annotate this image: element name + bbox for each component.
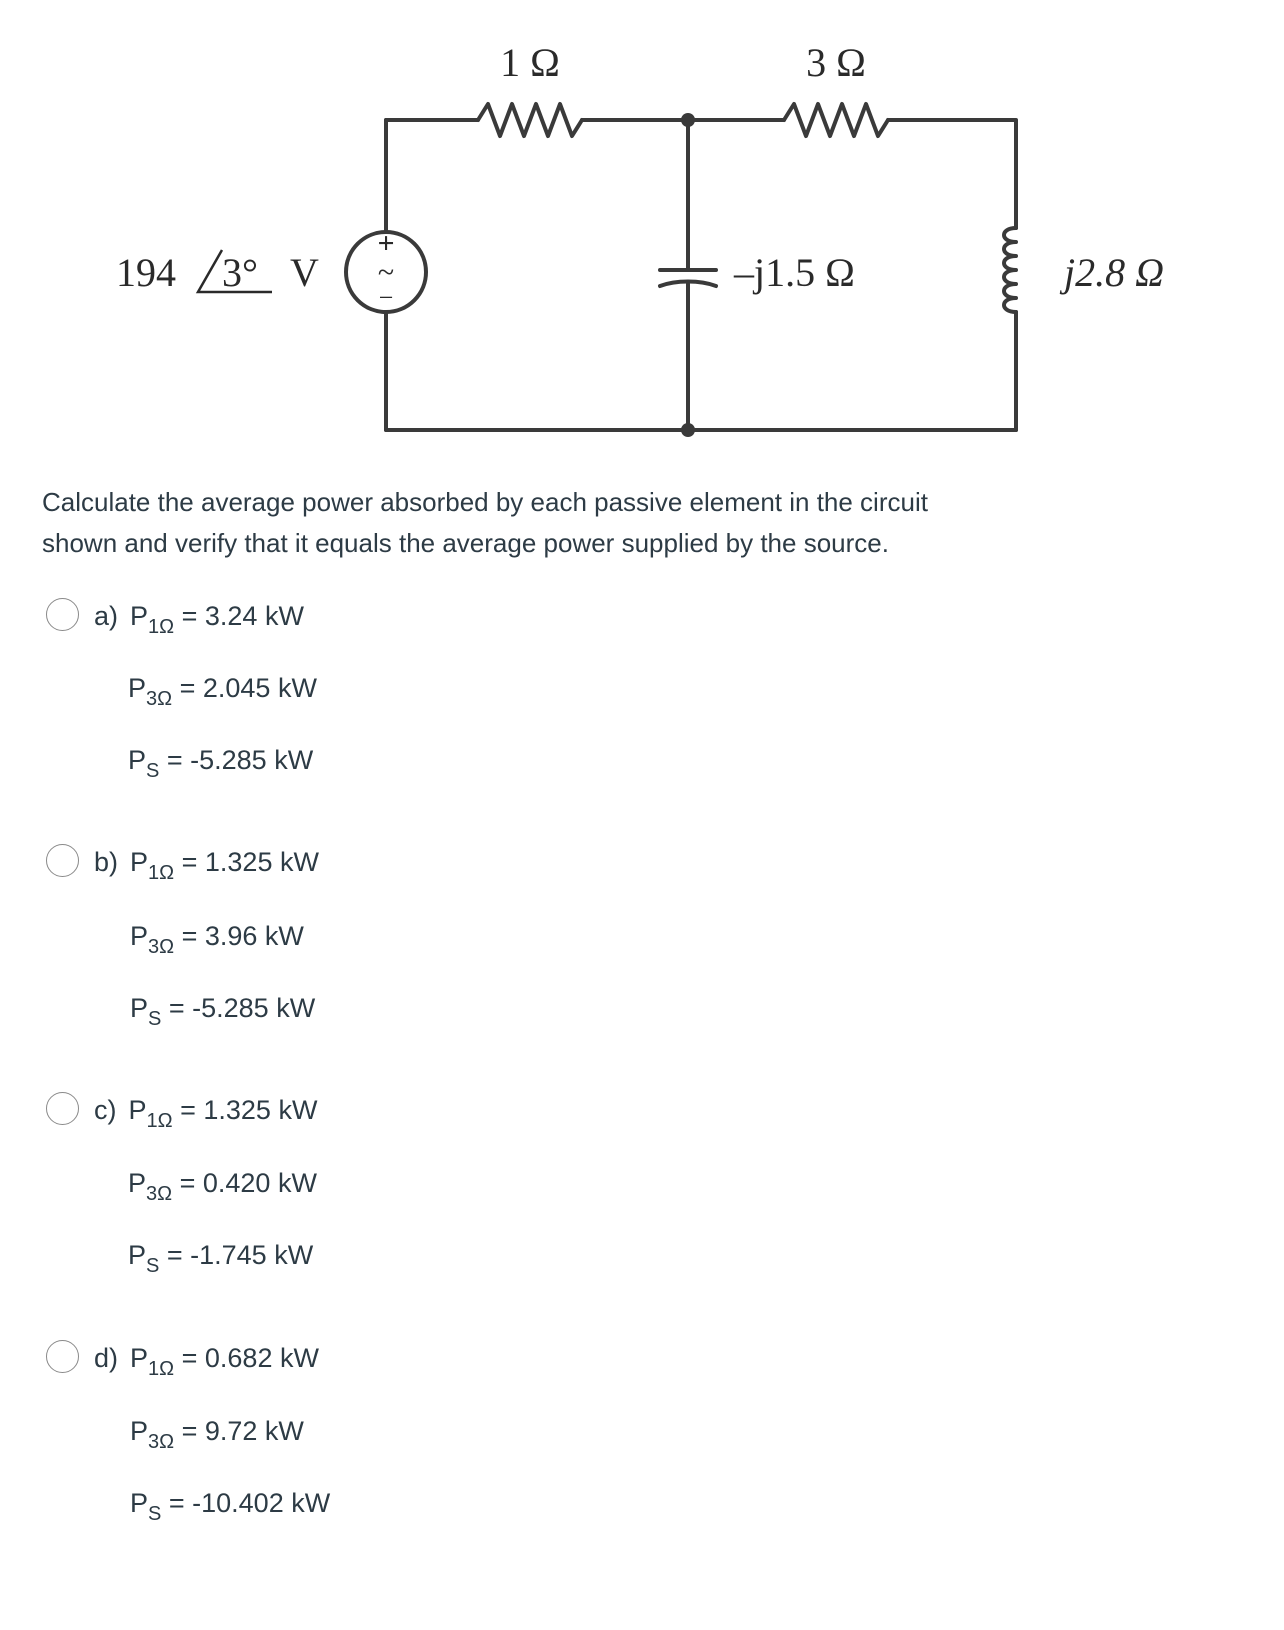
- power-subscript: 1Ω: [148, 1358, 175, 1380]
- capacitor-label: –j1.5 Ω: [734, 250, 855, 295]
- power-subscript: 1Ω: [146, 1110, 173, 1132]
- option-c-row-2: [128, 1167, 317, 1205]
- power-symbol: P: [128, 1240, 147, 1270]
- source-angle-label: 3°: [222, 250, 258, 295]
- power-value: = 0.420 kW: [179, 1168, 317, 1198]
- source-unit-label: V: [290, 250, 319, 295]
- resistor-1ohm-label: 1 Ω: [500, 40, 560, 85]
- option-d-row-1: [94, 1342, 319, 1380]
- option-a-row-3: [128, 744, 314, 782]
- resistor-3ohm-label: 3 Ω: [806, 40, 866, 85]
- power-subscript: 3Ω: [148, 936, 175, 958]
- power-subscript: S: [148, 1008, 162, 1030]
- option-letter: d): [94, 1343, 119, 1373]
- option-c-row-3: [128, 1239, 314, 1277]
- power-subscript: 3Ω: [148, 1431, 175, 1453]
- question-line-2: shown and verify that it equals the average power supplied by the source.: [42, 528, 889, 558]
- inductor: [1004, 228, 1016, 312]
- inductor-label: j2.8 Ω: [1064, 250, 1165, 295]
- power-symbol: P: [130, 921, 149, 951]
- option-c-row-1: [94, 1094, 318, 1132]
- power-symbol: P: [130, 1416, 149, 1446]
- power-symbol: P: [130, 601, 149, 631]
- option-letter: a): [94, 601, 119, 631]
- option-a-row-1: [94, 600, 304, 638]
- power-value: = -5.285 kW: [168, 993, 316, 1023]
- option-letter: c): [94, 1095, 117, 1125]
- power-subscript: 3Ω: [146, 688, 173, 710]
- resistor-3ohm: [784, 104, 888, 136]
- power-subscript: S: [148, 1503, 162, 1525]
- question-line-1: Calculate the average power absorbed by each passive element in the circuit: [42, 487, 928, 517]
- power-symbol: P: [128, 1168, 147, 1198]
- radio-option-a[interactable]: [46, 598, 79, 631]
- radio-option-d[interactable]: [46, 1340, 79, 1373]
- option-d-row-2: [130, 1415, 304, 1453]
- option-letter: b): [94, 847, 119, 877]
- option-b-row-1: [94, 846, 319, 884]
- resistor-1ohm: [478, 104, 582, 136]
- source-plus-sign: +: [377, 227, 395, 260]
- power-symbol: P: [130, 1343, 149, 1373]
- power-value: = -5.285 kW: [166, 745, 314, 775]
- power-symbol: P: [130, 993, 149, 1023]
- power-value: = -1.745 kW: [166, 1240, 314, 1270]
- option-b-row-3: [130, 992, 316, 1030]
- power-value: = -10.402 kW: [168, 1488, 331, 1518]
- power-symbol: P: [130, 1488, 149, 1518]
- junction-bottom: [681, 423, 695, 437]
- option-a-row-2: [128, 672, 317, 710]
- power-value: = 1.325 kW: [181, 847, 319, 877]
- wire-top-right: [888, 120, 1016, 228]
- power-subscript: S: [146, 760, 160, 782]
- power-symbol: P: [128, 1095, 147, 1125]
- source-magnitude-label: 194: [116, 250, 176, 295]
- power-symbol: P: [130, 847, 149, 877]
- power-symbol: P: [128, 673, 147, 703]
- power-subscript: S: [146, 1255, 160, 1277]
- power-value: = 0.682 kW: [181, 1343, 319, 1373]
- question-text: [42, 482, 1042, 564]
- junction-top: [681, 113, 695, 127]
- power-value: = 3.24 kW: [181, 601, 304, 631]
- power-subscript: 3Ω: [146, 1183, 173, 1205]
- power-value: = 1.325 kW: [180, 1095, 318, 1125]
- power-subscript: 1Ω: [148, 616, 175, 638]
- option-b-row-2: [130, 920, 304, 958]
- source-tilde-sign: ~: [377, 256, 395, 289]
- radio-option-c[interactable]: [46, 1092, 79, 1125]
- power-symbol: P: [128, 745, 147, 775]
- power-value: = 9.72 kW: [181, 1416, 304, 1446]
- power-value: = 2.045 kW: [179, 673, 317, 703]
- option-d-row-3: [130, 1487, 331, 1525]
- source-minus-sign: −: [378, 283, 394, 312]
- circuit-diagram: [0, 0, 1284, 460]
- power-subscript: 1Ω: [148, 862, 175, 884]
- radio-option-b[interactable]: [46, 844, 79, 877]
- power-value: = 3.96 kW: [181, 921, 304, 951]
